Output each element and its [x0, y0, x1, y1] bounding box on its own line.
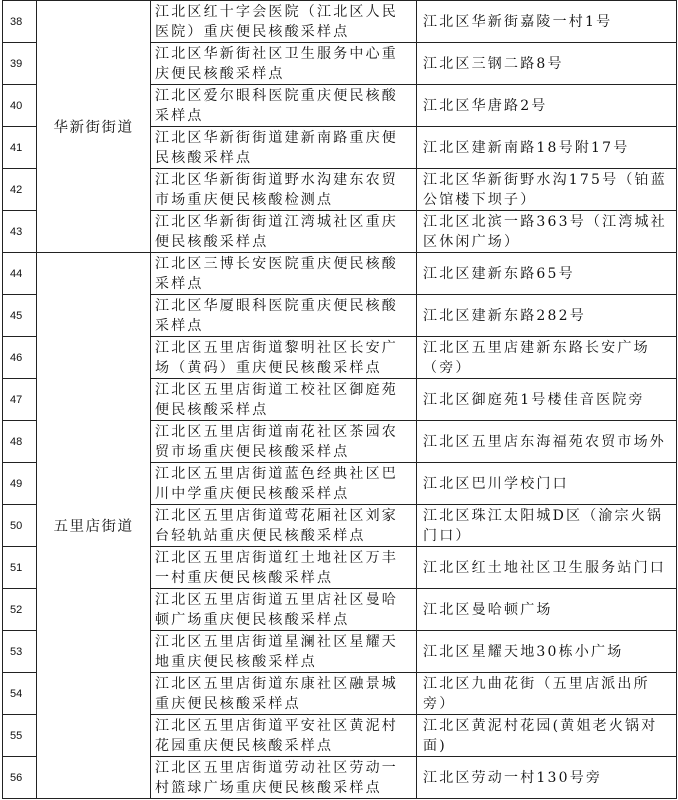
site-name: 江北区五里店街道东康社区融景城重庆便民核酸采样点 — [151, 673, 417, 715]
site-name: 江北区华新街街道江湾城社区重庆便民核酸采样点 — [151, 211, 417, 253]
table-row — [3, 253, 677, 295]
site-address: 江北区建新东路282号 — [417, 295, 677, 337]
site-address: 江北区建新东路65号 — [417, 253, 677, 295]
row-number: 50 — [3, 505, 37, 547]
site-name: 江北区五里店街道黎明社区长安广场（黄码）重庆便民核酸采样点 — [151, 337, 417, 379]
row-number: 43 — [3, 211, 37, 253]
site-address: 江北区五里店建新东路长安广场（旁） — [417, 337, 677, 379]
site-name: 江北区五里店街道星澜社区星耀天地重庆便民核酸采样点 — [151, 631, 417, 673]
row-number: 39 — [3, 43, 37, 85]
site-name: 江北区华新街街道建新南路重庆便民核酸采样点 — [151, 127, 417, 169]
row-number: 53 — [3, 631, 37, 673]
site-name: 江北区五里店街道南花社区茶园农贸市场重庆便民核酸采样点 — [151, 421, 417, 463]
site-address: 江北区巴川学校门口 — [417, 463, 677, 505]
street-name: 华新街街道 — [37, 1, 151, 253]
site-address: 江北区星耀天地30栋小广场 — [417, 631, 677, 673]
site-address: 江北区劳动一村130号旁 — [417, 757, 677, 799]
site-address: 江北区华新街野水沟175号（铂蓝公馆楼下坝子） — [417, 169, 677, 211]
row-number: 47 — [3, 379, 37, 421]
site-address: 江北区黄泥村花园(黄姐老火锅对面) — [417, 715, 677, 757]
street-name: 五里店街道 — [37, 253, 151, 799]
row-number: 49 — [3, 463, 37, 505]
site-name: 江北区五里店街道红土地社区万丰一村重庆便民核酸采样点 — [151, 547, 417, 589]
site-name: 江北区五里店街道蓝色经典社区巴川中学重庆便民核酸采样点 — [151, 463, 417, 505]
row-number: 41 — [3, 127, 37, 169]
site-address: 江北区三钢二路8号 — [417, 43, 677, 85]
row-number: 48 — [3, 421, 37, 463]
row-number: 46 — [3, 337, 37, 379]
site-name: 江北区华厦眼科医院重庆便民核酸采样点 — [151, 295, 417, 337]
row-number: 38 — [3, 1, 37, 43]
site-address: 江北区华新街嘉陵一村1号 — [417, 1, 677, 43]
site-address: 江北区红土地社区卫生服务站门口 — [417, 547, 677, 589]
site-address: 江北区九曲花街（五里店派出所旁） — [417, 673, 677, 715]
site-name: 江北区爱尔眼科医院重庆便民核酸采样点 — [151, 85, 417, 127]
site-name: 江北区五里店街道平安社区黄泥村花园重庆便民核酸采样点 — [151, 715, 417, 757]
site-address: 江北区五里店东海福苑农贸市场外 — [417, 421, 677, 463]
table-body — [3, 1, 677, 799]
site-name: 江北区五里店街道工校社区御庭苑便民核酸采样点 — [151, 379, 417, 421]
site-name: 江北区华新街社区卫生服务中心重庆便民核酸采样点 — [151, 43, 417, 85]
site-address: 江北区建新南路18号附17号 — [417, 127, 677, 169]
row-number: 55 — [3, 715, 37, 757]
site-name: 江北区三博长安医院重庆便民核酸采样点 — [151, 253, 417, 295]
site-name: 江北区红十字会医院（江北区人民医院）重庆便民核酸采样点 — [151, 1, 417, 43]
site-address: 江北区曼哈顿广场 — [417, 589, 677, 631]
site-address: 江北区御庭苑1号楼佳音医院旁 — [417, 379, 677, 421]
row-number: 51 — [3, 547, 37, 589]
row-number: 45 — [3, 295, 37, 337]
row-number: 44 — [3, 253, 37, 295]
row-number: 54 — [3, 673, 37, 715]
site-name: 江北区五里店街道五里店社区曼哈顿广场重庆便民核酸采样点 — [151, 589, 417, 631]
sampling-sites-table — [2, 0, 677, 799]
site-name: 江北区华新街街道野水沟建东农贸市场重庆便民核酸检测点 — [151, 169, 417, 211]
site-address: 江北区北滨一路363号（江湾城社区休闲广场） — [417, 211, 677, 253]
row-number: 56 — [3, 757, 37, 799]
site-name: 江北区五里店街道莺花厢社区刘家台轻轨站重庆便民核酸采样点 — [151, 505, 417, 547]
site-address: 江北区珠江太阳城D区（渝宗火锅门口） — [417, 505, 677, 547]
site-address: 江北区华唐路2号 — [417, 85, 677, 127]
row-number: 42 — [3, 169, 37, 211]
site-name: 江北区五里店街道劳动社区劳动一村篮球广场重庆便民核酸采样点 — [151, 757, 417, 799]
row-number: 52 — [3, 589, 37, 631]
row-number: 40 — [3, 85, 37, 127]
table-row — [3, 1, 677, 43]
